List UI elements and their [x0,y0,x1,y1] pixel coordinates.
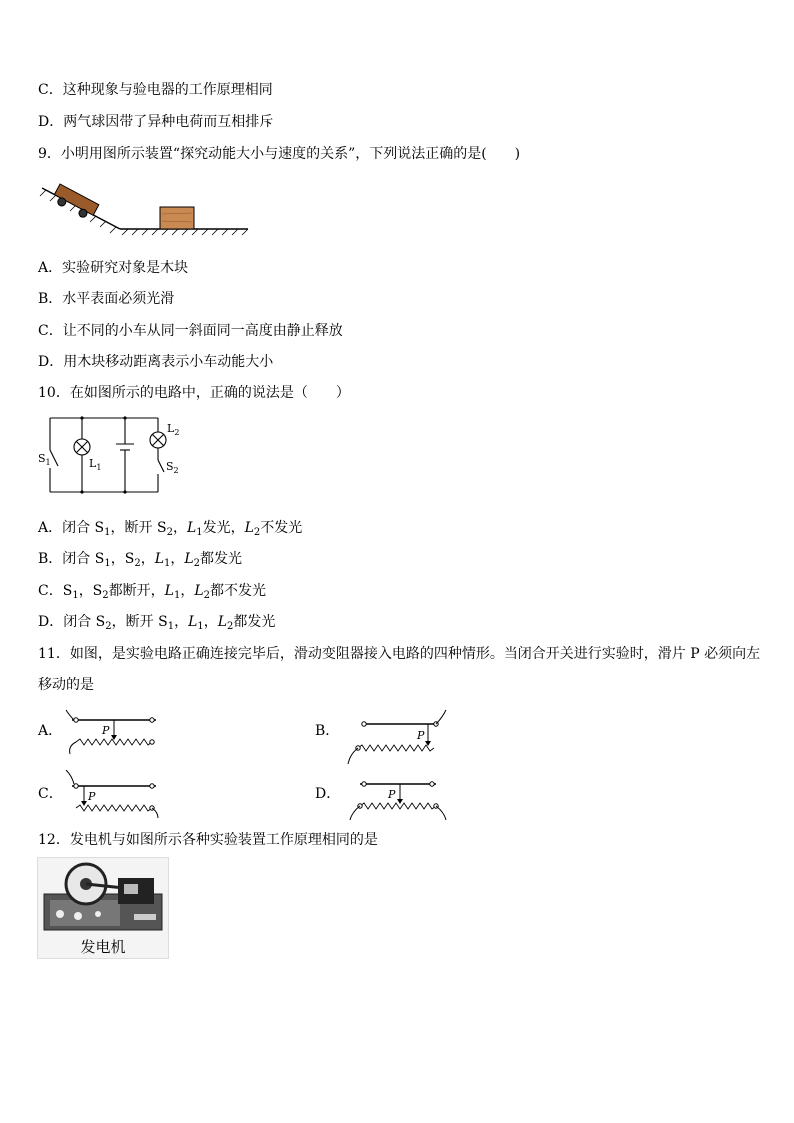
svg-text:P: P [388,788,396,801]
generator-caption: 发电机 [80,938,126,956]
generator-photo [37,857,169,959]
svg-text:P: P [102,724,110,737]
q10-option-a: A．闭合 $S_1$，断开 $S_2$，$L_1$发光，$L_2$不发光 [38,520,303,538]
q9-option-c: C．让不同的小车从同一斜面同一高度由静止释放 [38,323,343,339]
q9-option-a: A．实验研究对象是木块 [38,260,189,276]
q9-incline-figure [38,176,253,238]
q11-stem-line1: 11．如图，是实验电路正确连接完毕后，滑动变阻器接入电路的四种情形。当闭合开关进行实验时，滑片 P 必须向左 [38,646,761,662]
wood-block-icon [160,207,194,229]
q10-option-b: B．闭合 $S_1$，$S_2$，$L_1$，$L_2$都发光 [38,551,243,569]
q11-label-c: C． [38,786,63,802]
svg-text:P: P [88,790,96,803]
q11-rheostat-c [62,770,164,820]
q12-stem: 12．发电机与如图所示各种实验装置工作原理相同的是 [38,832,378,848]
q9-option-b: B．水平表面必须光滑 [38,291,175,307]
q8-option-c: C．这种现象与验电器的工作原理相同 [38,82,273,98]
q10-option-c: C．$S_1$，$S_2$都断开，$L_1$，$L_2$都不发光 [38,583,266,601]
q11-rheostat-a [62,708,164,756]
q11-label-b: B． [315,723,340,739]
q11-label-a: A． [38,723,63,739]
q11-rheostat-b [342,708,450,766]
q11-label-d: D． [315,786,341,802]
cart-icon [51,184,99,221]
generator-icon [38,858,168,936]
q9-option-d: D．用木块移动距离表示小车动能大小 [38,354,274,370]
q9-stem: 9．小明用图所示装置“探究动能大小与速度的关系”，下列说法正确的是( ) [38,146,521,162]
q8-option-d: D．两气球因带了异种电荷而互相排斥 [38,114,274,130]
label-l2: $L_2$ [167,422,180,437]
label-l1: $L_1$ [89,457,102,472]
q10-option-d: D．闭合 $S_2$，断开 $S_1$，$L_1$，$L_2$都发光 [38,614,276,632]
label-s1: $S_1$ [38,452,51,467]
q10-circuit-diagram [36,410,196,502]
svg-text:P: P [417,729,425,742]
q11-rheostat-d [342,770,450,822]
q10-stem: 10．在如图所示的电路中，正确的说法是（ ） [38,385,350,401]
label-s2: $S_2$ [166,460,179,475]
q11-stem-line2: 移动的是 [38,677,94,693]
